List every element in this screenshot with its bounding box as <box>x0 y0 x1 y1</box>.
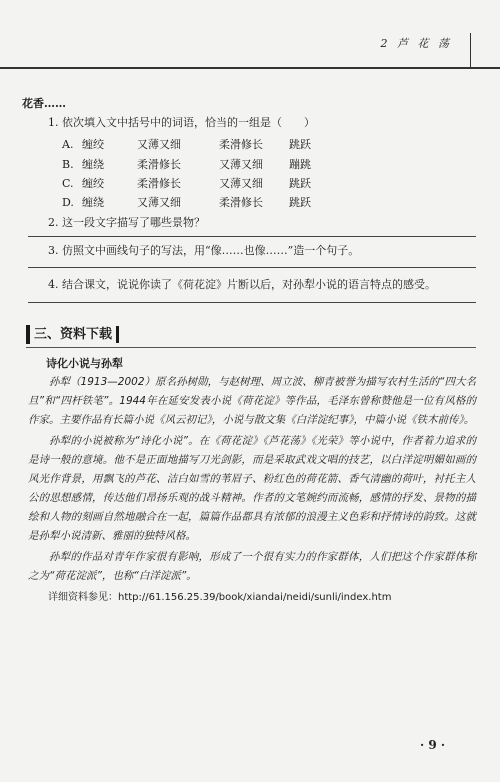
option-word-4: 跳跃 <box>289 196 311 209</box>
option-label: B. <box>62 158 74 171</box>
paragraph-3: 孙犁的作品对青年作家很有影响，形成了一个很有实力的作家群体，人们把这个作家群体称之为“荷花淀派”，也称“白洋淀派”。 <box>28 551 476 582</box>
option-a <box>62 136 311 152</box>
option-word-1: 缠绞 <box>82 138 104 151</box>
option-word-2: 又薄又细 <box>137 138 181 151</box>
option-word-4: 跳跃 <box>289 138 311 151</box>
section-rule <box>26 347 476 348</box>
intro-text: 花香…… <box>22 97 66 110</box>
question-4: 4. 结合课文，说说你读了《荷花淀》片断以后，对孙犁小说的语言特点的感受。 <box>48 278 436 291</box>
option-word-1: 缠绕 <box>82 158 104 171</box>
option-word-3: 又薄又细 <box>219 177 263 190</box>
option-word-4: 蹦跳 <box>289 158 311 171</box>
question-3: 3. 仿照文中画线句子的写法，用“像……也像……”造一个句子。 <box>48 244 360 257</box>
option-c <box>62 175 311 191</box>
section-title: 三、资料下载 <box>34 327 113 342</box>
answer-line <box>28 302 476 303</box>
page-number: · 9 · <box>420 738 446 752</box>
page-header <box>0 27 500 69</box>
option-word-2: 又薄又细 <box>137 196 181 209</box>
question-1: 1. 依次填入文中括号中的词语，恰当的一组是（ ） <box>48 116 315 129</box>
section-heading-bar <box>116 326 119 343</box>
section-heading <box>26 325 119 344</box>
option-label: A. <box>62 138 74 151</box>
paragraph-2: 孙犁的小说被称为“诗化小说”。在《荷花淀》《芦花荡》《光荣》等小说中，作者着力追求的是诗一般的意境。他不是正面地描写刀光剑影，而是采取武戏文唱的技艺，以白洋淀明媚如画的风光作背景，用飘飞的芦花、洁白如雪的苇眉子、粉红色的荷花箭、香气清幽的荷叶，衬托主人公的思想感情，传达他们昂扬乐观的战斗精神。作者的文笔婉约而流畅，感情的抒发、景物的描绘和人物的刻画自然地融合在一起，篇篇作品都具有浓郁的浪漫主义色彩和抒情诗的韵致。这就是孙犁小说清新、雅丽的独特风格。 <box>28 435 476 542</box>
option-d <box>62 194 311 210</box>
option-word-4: 跳跃 <box>289 177 311 190</box>
question-2: 2. 这一段文字描写了哪些景物？ <box>48 216 205 229</box>
reference-link[interactable]: 详细资料参见：http://61.156.25.39/book/xiandai/neidi/sunli/index.htm <box>48 592 392 603</box>
option-label: D. <box>62 196 74 209</box>
header-divider <box>470 33 471 67</box>
option-word-2: 柔滑修长 <box>137 158 181 171</box>
option-word-3: 柔滑修长 <box>219 196 263 209</box>
option-word-3: 柔滑修长 <box>219 138 263 151</box>
option-label: C. <box>62 177 74 190</box>
answer-line <box>28 236 476 237</box>
article-subtitle: 诗化小说与孙犁 <box>46 357 123 370</box>
answer-line <box>28 267 476 268</box>
option-word-3: 又薄又细 <box>219 158 263 171</box>
option-word-2: 柔滑修长 <box>137 177 181 190</box>
option-word-1: 缠绕 <box>82 196 104 209</box>
option-word-1: 缠绞 <box>82 177 104 190</box>
option-b <box>62 156 311 172</box>
header-title: 2 芦 花 荡 <box>380 37 452 50</box>
paragraph-1: 孙犁（1913—2002）原名孙树勋，与赵树理、周立波、柳青被誉为描写农村生活的“四大名旦”和“四杆铁笔”。1944年在延安发表小说《荷花淀》等作品，毛泽东曾称赞他是一位有风格的作家。主要作品有长篇小说《风云初记》，小说与散文集《白洋淀纪事》，中篇小说《铁木前传》。 <box>28 376 476 426</box>
